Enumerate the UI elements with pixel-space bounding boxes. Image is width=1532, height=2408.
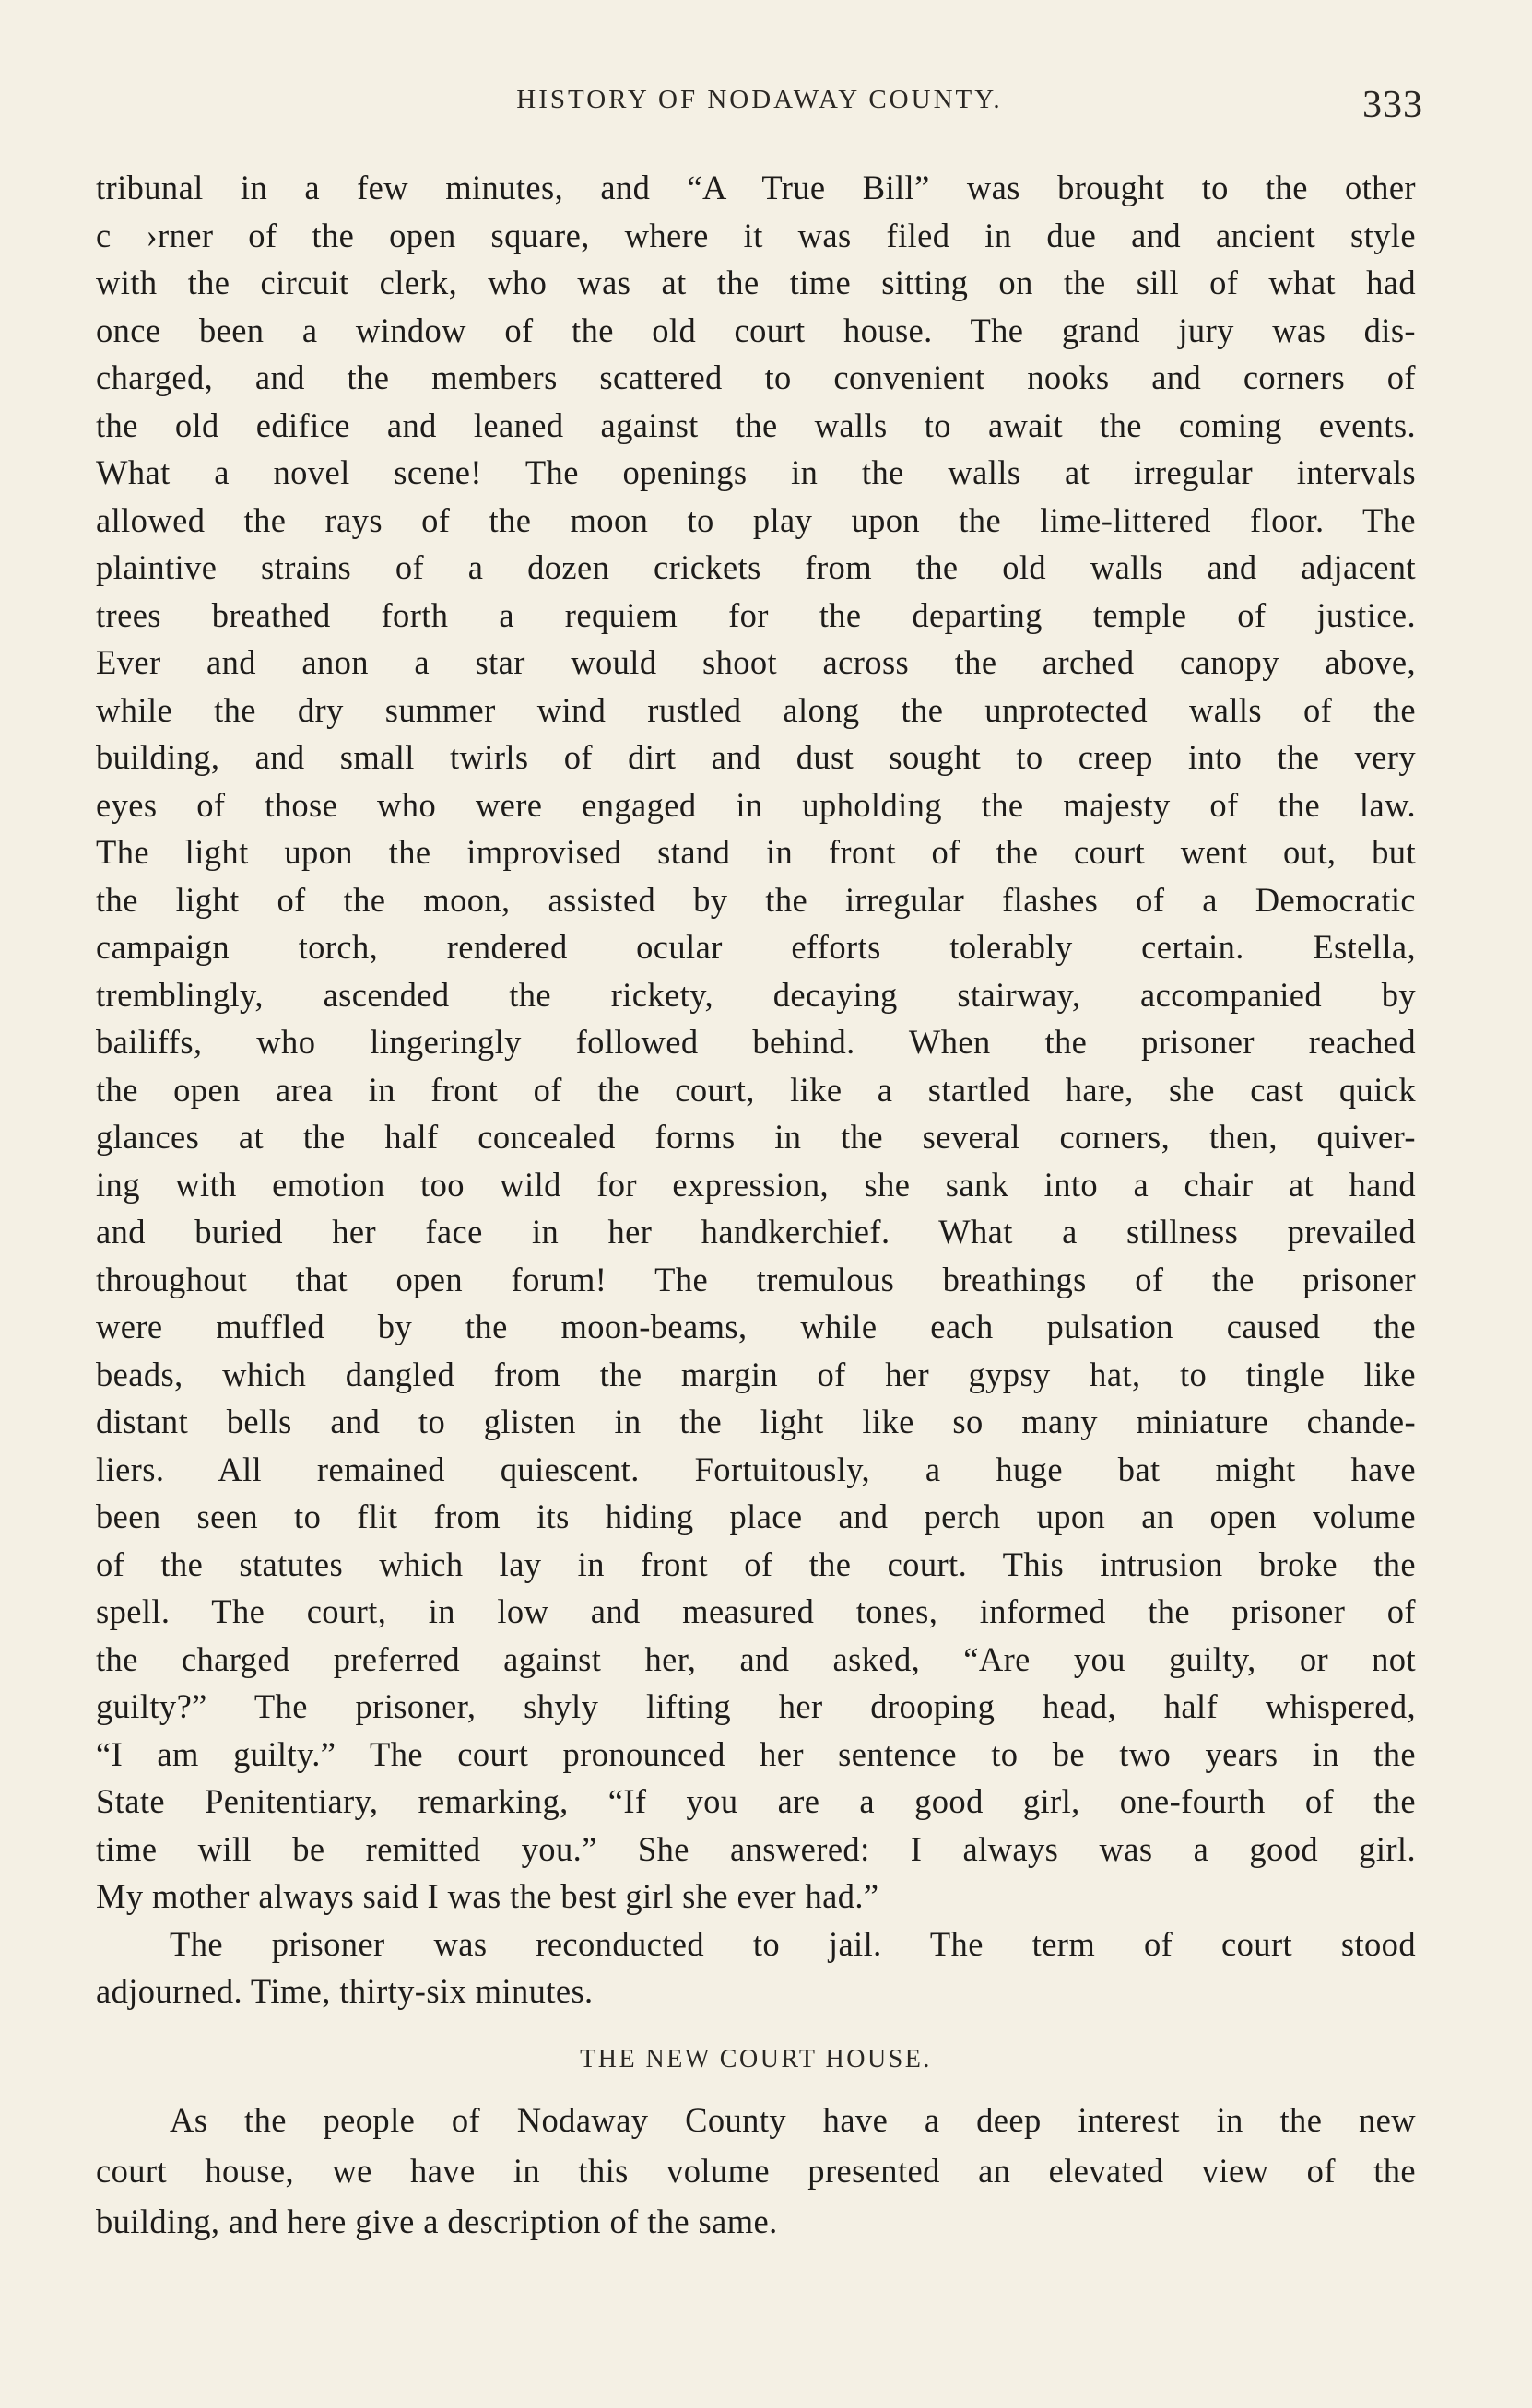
text-line: time will be remitted you.” She answered: I always was a good girl.: [96, 1829, 1416, 1868]
text-line: eyes of those who were engaged in upholding the majesty of the law.: [96, 785, 1416, 824]
text-line: trees breathed forth a requiem for the departing temple of justice.: [96, 595, 1416, 634]
text-line: court house, we have in this volume presented an elevated view of the: [96, 2151, 1416, 2190]
paragraph-adjournment: [96, 1921, 1416, 2015]
section-heading: THE NEW COURT HOUSE.: [580, 2044, 932, 2073]
text-line: guilty?” The prisoner, shyly lifting her drooping head, half whispered,: [96, 1687, 1416, 1725]
text-line: distant bells and to glisten in the light like so many miniature chande-: [96, 1403, 1416, 1440]
paragraph-trial-account: [96, 164, 1416, 1921]
text-line: beads, which dangled from the margin of her gypsy hat, to tingle like: [96, 1355, 1416, 1393]
text-line: As the people of Nodaway County have a deep interest in the new: [170, 2100, 1416, 2139]
text-line: building, and small twirls of dirt and dust sought to creep into the very: [96, 738, 1416, 776]
text-line: the old edifice and leaned against the walls to await the coming events.: [96, 405, 1416, 444]
text-line: and buried her face in her handkerchief. What a stillness prevailed: [96, 1213, 1416, 1251]
text-line: while the dry summer wind rustled along the unprotected walls of the: [96, 690, 1416, 729]
text-line: My mother always said I was the best girl she ever had.”: [96, 1877, 879, 1915]
text-line: once been a window of the old court house. The grand jury was dis-: [96, 311, 1416, 349]
text-line: throughout that open forum! The tremulous breathings of the prisoner: [96, 1260, 1416, 1298]
text-line: c ›rner of the open square, where it was filed in due and ancient style: [96, 216, 1416, 254]
text-line: building, and here give a description of the same.: [96, 2202, 778, 2240]
text-line: ing with emotion too wild for expression, she sank into a chair at hand: [96, 1165, 1416, 1204]
text-line: the open area in front of the court, like a startled hare, she cast quick: [96, 1070, 1416, 1109]
running-title: HISTORY OF NODAWAY COUNTY.: [516, 85, 1003, 114]
text-line: tribunal in a few minutes, and “A True Bill” was brought to the other: [96, 169, 1416, 206]
text-line: plaintive strains of a dozen crickets from the old walls and adjacent: [96, 548, 1416, 586]
text-line: allowed the rays of the moon to play upon the lime-littered floor. The: [96, 500, 1416, 539]
text-line: State Penitentiary, remarking, “If you are a good girl, one-fourth of the: [96, 1782, 1416, 1820]
text-line: charged, and the members scattered to convenient nooks and corners of: [96, 358, 1416, 396]
body-text: [96, 164, 1416, 2247]
text-line: of the statutes which lay in front of the court. This intrusion broke the: [96, 1545, 1416, 1583]
page-number: 333: [1362, 84, 1423, 126]
text-line: the charged preferred against her, and asked, “Are you guilty, or not: [96, 1639, 1416, 1678]
running-head: [96, 85, 1423, 140]
text-line: campaign torch, rendered ocular efforts tolerably certain. Estella,: [96, 928, 1416, 966]
text-line: Ever and anon a star would shoot across the arched canopy above,: [96, 643, 1416, 681]
text-line: The light upon the improvised stand in front of the court went out, but: [96, 833, 1416, 871]
text-line: The prisoner was reconducted to jail. The term of court stood: [170, 1924, 1416, 1963]
text-line: spell. The court, in low and measured tones, informed the prisoner of: [96, 1592, 1416, 1630]
text-line: tremblingly, ascended the rickety, decaying stairway, accompanied by: [96, 975, 1416, 1014]
text-line: with the circuit clerk, who was at the time sitting on the sill of what had: [96, 264, 1416, 301]
text-line: What a novel scene! The openings in the walls at irregular intervals: [96, 453, 1416, 491]
text-line: the light of the moon, assisted by the irregular flashes of a Democratic: [96, 880, 1416, 919]
text-line: bailiffs, who lingeringly followed behind. When the prisoner reached: [96, 1023, 1416, 1061]
paragraph-new-court-house: [96, 2095, 1416, 2247]
text-line: were muffled by the moon-beams, while each pulsation caused the: [96, 1308, 1416, 1345]
text-line: adjourned. Time, thirty-six minutes.: [96, 1972, 594, 2010]
text-line: glances at the half concealed forms in the several corners, then, quiver-: [96, 1118, 1416, 1156]
text-line: “I am guilty.” The court pronounced her sentence to be two years in the: [96, 1734, 1416, 1773]
text-line: been seen to flit from its hiding place and perch upon an open volume: [96, 1498, 1416, 1535]
text-line: liers. All remained quiescent. Fortuitously, a huge bat might have: [96, 1450, 1416, 1488]
